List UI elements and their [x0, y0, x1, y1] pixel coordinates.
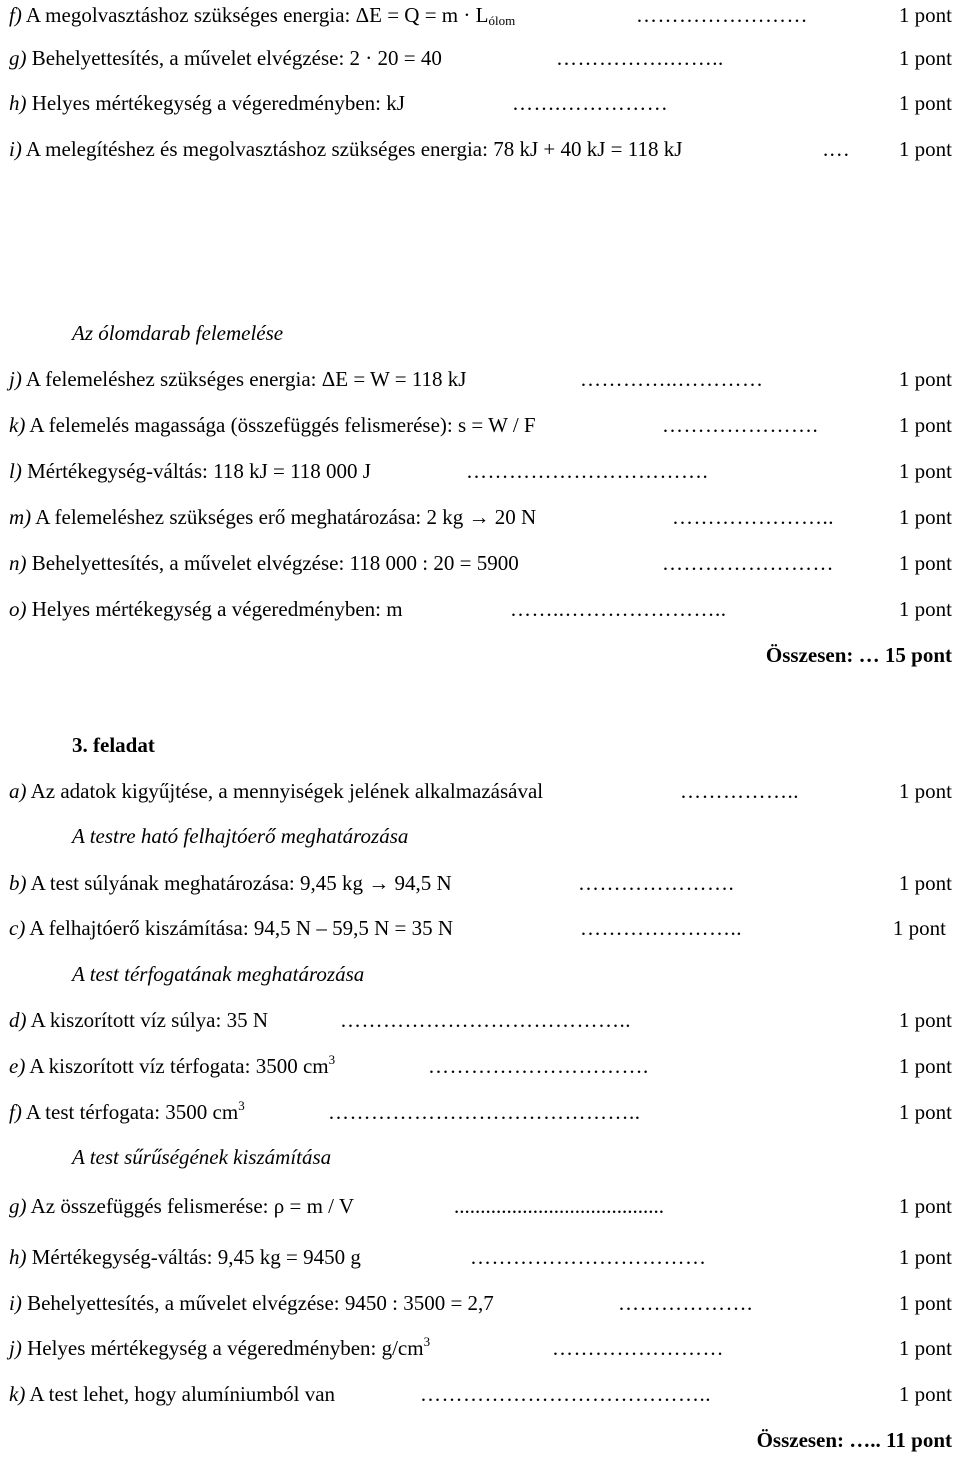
row-letter: n): [9, 551, 27, 575]
row-letter: l): [9, 459, 22, 483]
leader-dots: ........................................: [454, 1194, 664, 1218]
leader-dots: …………………..: [672, 505, 834, 529]
leader-dots: ……………..: [680, 779, 799, 803]
row-letter: g): [9, 46, 27, 70]
leader-dots: …………………………….: [466, 459, 709, 483]
row-label: [9, 548, 519, 578]
points-label: 1 pont: [898, 367, 952, 391]
row-letter: i): [9, 1291, 22, 1315]
points-label: 1 pont: [898, 1245, 952, 1269]
row-label: [9, 868, 452, 898]
row-text: A kiszorított víz súlya: 35 N: [30, 1008, 268, 1032]
score-row-3a: [0, 776, 960, 806]
row-label: [9, 0, 515, 30]
leader-dots: .…: [823, 137, 851, 161]
row-text: Behelyettesítés, a művelet elvégzése: 2 · 20 = 40: [31, 46, 442, 70]
row-label: [9, 134, 682, 164]
leader-dots: …………….……..: [556, 46, 724, 70]
points-label: 1 pont: [898, 413, 952, 437]
score-row-n: [0, 548, 960, 578]
row-text: Behelyettesítés, a művelet elvégzése: 9450 : 3500 = 2,7: [27, 1291, 494, 1315]
score-row-i: [0, 134, 960, 164]
row-label: [9, 1051, 335, 1081]
row-label: [9, 1191, 354, 1221]
row-letter: k): [9, 413, 26, 437]
row-label: [9, 1097, 245, 1127]
leader-dots: …….……………: [512, 91, 669, 115]
score-row-j: [0, 364, 960, 394]
points-label: 1 pont: [892, 916, 946, 940]
row-subscript: ólom: [488, 13, 516, 28]
section-heading-lift: Az ólomdarab felemelése: [72, 321, 284, 345]
row-text: A felhajtóerő kiszámítása: 94,5 N – 59,5 N = 35 N: [29, 916, 454, 940]
section-heading-volume: A test térfogatának meghatározása: [72, 962, 365, 986]
row-label: [9, 1379, 335, 1409]
points-label: 1 pont: [898, 1382, 952, 1406]
score-row-3f: [0, 1097, 960, 1127]
score-row-o: [0, 594, 960, 624]
score-row-3b: [0, 868, 960, 898]
row-label: [9, 1242, 361, 1272]
leader-dots: ……………………………………..: [328, 1100, 641, 1124]
score-row-m: [0, 502, 960, 532]
row-letter: o): [9, 597, 27, 621]
points-label: 1 pont: [898, 779, 952, 803]
row-letter: j): [9, 367, 22, 391]
row-letter: c): [9, 916, 26, 940]
points-label: 1 pont: [898, 505, 952, 529]
row-label: [9, 1005, 268, 1035]
row-text: A felemelés magassága (összefüggés felismerése): s = W / F: [29, 413, 536, 437]
superscript: 3: [328, 1052, 336, 1067]
row-text: Az adatok kigyűjtése, a mennyiségek jelének alkalmazásával: [30, 779, 544, 803]
score-row-g: [0, 43, 960, 73]
row-text: Helyes mértékegység a végeredményben: kJ: [31, 91, 405, 115]
row-text: A melegítéshez és megolvasztáshoz szükséges energia: 78 kJ + 40 kJ = 118 kJ: [25, 137, 683, 161]
row-text: Az összefüggés felismerése: ρ = m / V: [30, 1194, 355, 1218]
row-text: A test lehet, hogy alumíniumból van: [29, 1382, 336, 1406]
points-label: 1 pont: [898, 871, 952, 895]
row-label: [9, 502, 536, 532]
row-text: A megolvasztáshoz szükséges energia: ΔE = Q = m · L: [25, 3, 489, 27]
superscript: 3: [238, 1098, 245, 1113]
score-row-3d: [0, 1005, 960, 1035]
points-label: 1 pont: [898, 1054, 952, 1078]
row-text: A felemeléshez szükséges erő meghatározása: 2 kg → 20 N: [35, 505, 537, 529]
score-row-3e: [0, 1051, 960, 1081]
row-letter: i): [9, 137, 22, 161]
section-heading-density: A test sűrűségének kiszámítása: [72, 1145, 332, 1169]
leader-dots: ……………………: [552, 1336, 724, 1360]
leader-dots: ……………………………: [470, 1245, 707, 1269]
row-letter: e): [9, 1054, 26, 1078]
points-label: 1 pont: [898, 137, 952, 161]
row-label: [9, 364, 466, 394]
row-label: [9, 776, 543, 806]
row-label: [9, 410, 536, 440]
points-label: 1 pont: [898, 91, 952, 115]
points-label: 1 pont: [898, 597, 952, 621]
score-row-3i: [0, 1288, 960, 1318]
section-heading-buoyancy: A testre ható felhajtóerő meghatározása: [72, 824, 409, 848]
row-text: A test súlyának meghatározása: 9,45 kg → 94,5 N: [30, 871, 452, 895]
row-label: [9, 913, 453, 943]
score-row-f: [0, 0, 960, 30]
row-text: Behelyettesítés, a művelet elvégzése: 118 000 : 20 = 5900: [31, 551, 519, 575]
row-label: [9, 456, 371, 486]
leader-dots: …………………………………..: [340, 1008, 631, 1032]
row-label: [9, 43, 442, 73]
points-label: 1 pont: [898, 1291, 952, 1315]
row-label: [9, 594, 403, 624]
score-row-3k: [0, 1379, 960, 1409]
score-row-3c: [0, 913, 960, 943]
leader-dots: ………………….: [662, 413, 819, 437]
row-text: A kiszorított víz térfogata: 3500 cm: [29, 1054, 329, 1078]
row-letter: j): [9, 1336, 22, 1360]
row-text: Mértékegység-váltás: 9,45 kg = 9450 g: [31, 1245, 361, 1269]
points-label: 1 pont: [898, 1336, 952, 1360]
row-letter: d): [9, 1008, 27, 1032]
leader-dots: ……..…………………..: [510, 597, 727, 621]
row-letter: f): [9, 3, 22, 27]
row-letter: b): [9, 871, 27, 895]
points-label: 1 pont: [898, 1194, 952, 1218]
leader-dots: …………………..: [580, 916, 742, 940]
row-text: A test térfogata: 3500 cm: [25, 1100, 239, 1124]
row-letter: h): [9, 1245, 27, 1269]
row-letter: f): [9, 1100, 22, 1124]
points-label: 1 pont: [898, 1008, 952, 1032]
row-text: Helyes mértékegység a végeredményben: g/cm: [27, 1336, 424, 1360]
points-label: 1 pont: [898, 459, 952, 483]
score-row-l: [0, 456, 960, 486]
points-label: 1 pont: [898, 46, 952, 70]
row-label: [9, 1333, 430, 1363]
row-letter: a): [9, 779, 27, 803]
leader-dots: ……………………: [662, 551, 834, 575]
leader-dots: ……………….: [618, 1291, 753, 1315]
row-letter: m): [9, 505, 32, 529]
superscript: 3: [423, 1334, 431, 1349]
row-text: A felemeléshez szükséges energia: ΔE = W = 118 kJ: [25, 367, 467, 391]
row-letter: g): [9, 1194, 27, 1218]
score-row-3g: [0, 1191, 960, 1221]
score-row-3j: [0, 1333, 960, 1363]
leader-dots: ……………………: [636, 3, 808, 27]
row-letter: k): [9, 1382, 26, 1406]
score-row-h: [0, 88, 960, 118]
row-letter: h): [9, 91, 27, 115]
row-label: [9, 1288, 494, 1318]
row-text: Helyes mértékegység a végeredményben: m: [31, 597, 403, 621]
score-row-3h: [0, 1242, 960, 1272]
leader-dots: …………..…………: [580, 367, 764, 391]
leader-dots: ………………….: [578, 871, 735, 895]
task-title-3: 3. feladat: [72, 733, 155, 757]
points-label: 1 pont: [898, 1100, 952, 1124]
row-label: [9, 88, 405, 118]
total-score-2: Összesen: ….. 11 pont: [756, 1428, 952, 1452]
leader-dots: …………………………………..: [420, 1382, 711, 1406]
score-row-k: [0, 410, 960, 440]
total-score-1: Összesen: … 15 pont: [765, 643, 952, 667]
row-text: Mértékegység-váltás: 118 kJ = 118 000 J: [27, 459, 371, 483]
leader-dots: ………………………….: [428, 1054, 649, 1078]
points-label: 1 pont: [898, 551, 952, 575]
points-label: 1 pont: [898, 3, 952, 27]
